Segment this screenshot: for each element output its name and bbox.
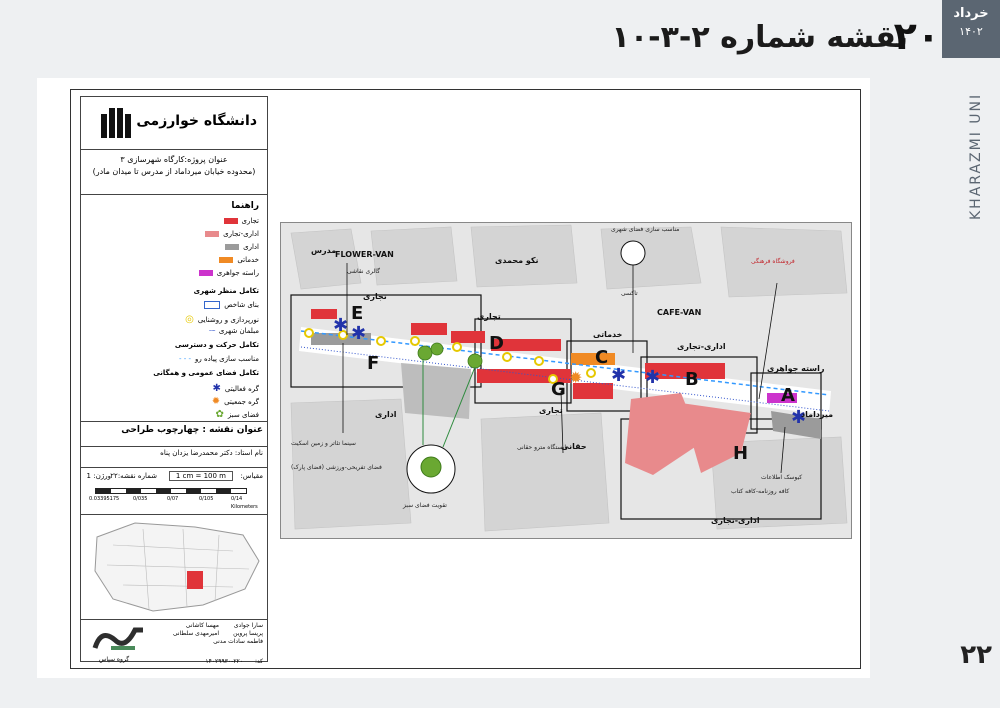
legend-row-javaheri [199,269,259,277]
zone-f: F [367,353,380,374]
legend-label: بنای شاخص [224,301,259,309]
asterisk-orange-icon: ✹ [211,396,221,407]
project-block [81,150,267,195]
label-flower-van: FLOWER-VAN [335,250,394,259]
legend-row-tajari [224,217,259,225]
zone-e: E [351,303,364,324]
member: فاطمه سادات مدنی [213,638,263,645]
label-mirdamad: میرداماد [801,410,834,419]
label-tajari-1: تجاری [363,292,387,301]
legend-label: نورپردازی و روشنایی [197,315,259,324]
swatch [219,257,233,263]
member: پریسا پروین [233,630,263,637]
date-month: خرداد [953,6,989,21]
label-shop: فروشگاه فرهنگی [751,258,795,265]
zone-a: A [781,385,795,406]
member: مهسا کاشانی [185,622,219,629]
site-location-marker [187,571,203,589]
code-value: ۱۴۰۲۹۹۳۰-۲۲۰ [205,658,243,665]
label-tree-caption: تقویت فضای سبز [403,502,447,509]
page-number: ۲۲ [960,640,992,670]
member: سارا جوادی [233,622,263,629]
legend-label: تجاری [241,217,259,225]
legend-label: گره جمعیتی [224,397,259,406]
label-gallery: گالری نقاشی [347,268,380,275]
tree-icon: ✿ [215,409,224,420]
legend-label: اداری-تجاری [223,230,259,238]
label-modarres: مدرس [311,246,337,255]
furniture-icon: ····· [208,327,215,335]
section-public: تکامل فضای عمومی و همگانی [153,369,259,377]
swatch [224,218,238,224]
zone-b: B [685,369,699,390]
label-tajari-3: تجاری [539,406,563,415]
label-edari-tajari-1: اداری-تجاری [677,342,726,351]
label-khadamati: خدماتی [593,330,623,339]
group-logo-icon [91,624,147,654]
university-name: دانشگاه خوارزمی [136,113,257,129]
label-north-caption: مناسب سازی فضای شهری [611,226,680,233]
legend-row-pedestrian [179,355,259,363]
legend-row-gathering [212,396,259,407]
location-map [81,515,267,620]
legend-key [81,195,267,422]
legend-label: فضای سبز [227,410,259,419]
svg-text:✱: ✱ [351,323,367,344]
members-col1 [213,622,263,646]
svg-text:✱: ✱ [333,315,349,336]
swatch [199,270,213,276]
landmark-icon [204,301,220,309]
umbrella-callout [621,241,645,265]
section-movement: تکامل حرکت و دسترسی [174,341,259,349]
map-title: عنوان نقشه : چهارچوب طراحی [81,422,267,447]
legend-row-edari [225,243,259,251]
zone-h: H [733,443,749,464]
legend-row-green [216,409,259,420]
legend-panel [80,96,268,665]
swatch [205,231,219,237]
gathering-node-icon: ✹ [569,368,583,387]
asterisk-blue-icon: ✱ [212,383,221,394]
guide-title: راهنما [231,201,259,211]
zone-d: D [489,333,504,354]
scale-block [81,468,267,515]
zone-c: C [595,347,609,368]
section-number: ۲۰ [893,14,940,58]
label-cafe-book: کافه روزنامه-کافه کتاب [731,488,790,495]
project-area: (محدوده خیابان میرداماد از مدرس تا میدان مادر) [92,167,256,176]
member: امیرمهدی سلطانی [172,630,219,637]
brand-text: KHARAZMI UNI [968,92,984,220]
scale-value: 1 cm = 100 m [169,471,233,481]
legend-label: اداری [243,243,259,251]
project-title: عنوان پروژه:کارگاه شهرسازی ۳ [120,155,228,164]
legend-row-node [212,383,259,394]
date-year: ۱۴۰۲ [959,25,983,38]
scale-tick: 0/105 [199,496,214,502]
group-name: گروه سپاس [99,656,130,663]
scale-label: مقیاس: [240,472,263,480]
footer-block [81,620,267,670]
legend-label: مبلمان شهری [218,327,259,335]
label-sport: فضای تفریحی-ورزشی (فضای پارک) [291,464,382,471]
svg-text:✱: ✱ [645,367,661,388]
teacher-name: نام استاد: دکتر محمدرضا یزدان پناه [81,447,267,468]
university-logo-icon [99,104,133,142]
legend-row-khadamati [219,256,259,264]
design-framework-map [280,222,852,539]
version-label: ورژن: [93,472,111,480]
scale-tick: 0.03395175 [89,496,120,502]
label-naghshineh: نکو محمدی [495,256,539,265]
swatch [225,244,239,250]
scale-unit: Kilometers [231,504,258,510]
university-block [81,97,267,150]
date-badge [942,0,1000,58]
legend-row-lighting [185,314,259,325]
pedestrian-icon: - - - [178,355,191,363]
label-cinema: سینما تئاتر و زمین اسکیت [291,440,356,447]
legend-label: خدماتی [237,256,259,264]
version-value: 1 [86,472,91,480]
map-canvas [281,223,851,538]
scale-tick: 0/07 [167,496,179,502]
label-metro: ایستگاه مترو حقانی [517,444,567,451]
label-edari-tajari-2: اداری-تجاری [711,516,760,525]
map-title-header: نقشه شماره ۲-۳-۱۰ [611,20,908,55]
legend-row-landmark [204,301,259,309]
section-elements: تکامل منظر شهری [193,287,259,295]
sheet-number: شماره نقشه:۲۲ [110,472,157,480]
code-label: کد: [254,658,263,665]
label-taksi: تاکسی [621,290,638,297]
legend-row-furniture [209,327,259,335]
scale-bar [95,488,247,494]
lighting-icon: ◎ [185,314,194,325]
label-tajari-2: تجاری [477,312,501,321]
zone-g: G [551,379,566,400]
svg-text:✱: ✱ [611,365,627,386]
scale-tick: 0/14 [231,496,243,502]
legend-label: مناسب سازی پیاده رو [194,355,259,363]
brand-vertical [964,60,990,220]
label-kiosk: کیوسک اطلاعات [761,474,803,481]
legend-row-edari-tajari [205,230,259,238]
svg-text:✱: ✱ [791,407,807,428]
city-outline-map [83,515,267,619]
members-col2 [173,622,219,638]
label-cafe-van: CAFE-VAN [657,308,702,317]
scale-tick: 0/035 [133,496,148,502]
legend-label: راسته جواهری [216,269,259,277]
legend-label: گره فعالیتی [224,384,259,393]
label-edari: اداری [375,410,397,419]
label-haghani: حقانی [561,442,587,451]
label-javaheri: راسته جواهری [767,364,825,373]
